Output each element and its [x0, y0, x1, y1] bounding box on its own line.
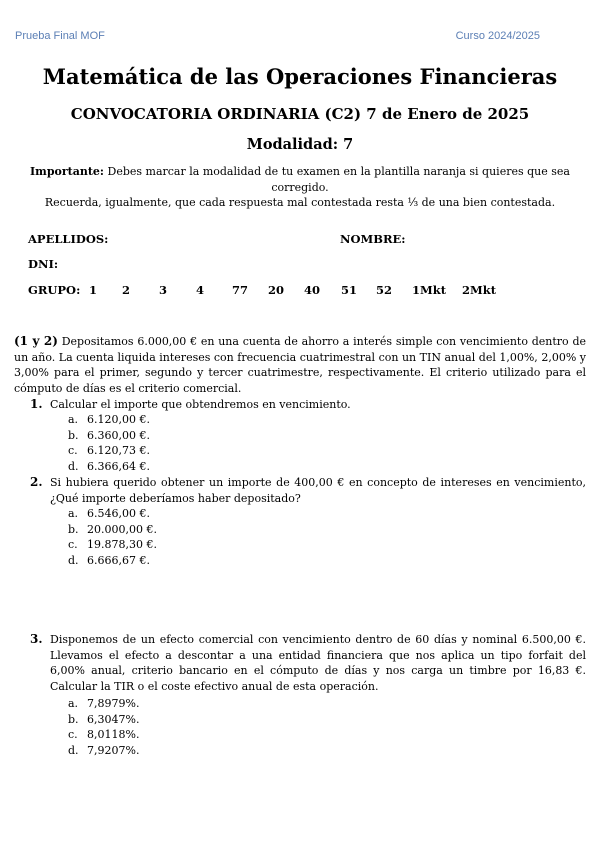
header-left: Prueba Final MOF — [15, 30, 105, 42]
grupo-option: 51 — [341, 283, 358, 297]
notice-label: Importante: — [30, 165, 104, 178]
option-b[interactable]: b. 20.000,00 €. — [68, 522, 157, 536]
page-title: Matemática de las Operaciones Financieras — [42, 64, 558, 89]
grupo-option: 4 — [196, 283, 205, 297]
question-number: 1. — [30, 397, 43, 411]
question-1 — [30, 397, 586, 413]
intro-text: Depositamos 6.000,00 € en una cuenta de ahorro a interés simple con vencimiento dentro de un año. La cuenta liquida intereses con frecuencia cuatrimestral con un TIN anual del 1,00%, 2,00% y 3,00% para el primer, segundo y tercer cuatrimestre, respectivamente. El criterio utilizado para el cómputo de días es el criterio comercial. — [14, 335, 586, 395]
notice — [14, 164, 586, 211]
question-text: Si hubiera querido obtener un importe de 400,00 € en concepto de intereses en vencimiento, ¿Qué importe deberíamos haber depositado? — [50, 476, 586, 505]
option-a[interactable]: a. 6.120,00 €. — [68, 413, 150, 426]
question-2-options — [68, 506, 157, 568]
question-number: 2. — [30, 475, 43, 489]
question-1-options — [68, 412, 150, 474]
option-a[interactable]: a. 7,8979%. — [68, 697, 140, 710]
question-2 — [30, 475, 586, 505]
grupo-option: 3 — [159, 283, 168, 297]
option-a[interactable]: a. 6.546,00 €. — [68, 507, 150, 520]
question-3-options — [68, 696, 139, 758]
option-d[interactable]: d. 6.366,64 €. — [68, 459, 150, 473]
grupo-option: 2 — [122, 283, 131, 297]
option-c[interactable]: c. 19.878,30 €. — [68, 538, 157, 552]
intro-statement — [14, 334, 586, 396]
grupo-option: 2Mkt — [462, 283, 497, 297]
option-c[interactable]: c. 6.120,73 €. — [68, 444, 150, 458]
grupo-option: 52 — [376, 283, 393, 297]
exam-subtitle: CONVOCATORIA ORDINARIA (C2) 7 de Enero de 2025 — [70, 105, 530, 123]
grupo-option: 20 — [268, 283, 285, 297]
option-d[interactable]: d. 6.666,67 €. — [68, 553, 150, 567]
intro-tag: (1 y 2) — [14, 334, 58, 348]
grupo-option: 1Mkt — [412, 283, 447, 297]
dni-label: DNI: — [28, 257, 59, 271]
header-right: Curso 2024/2025 — [455, 30, 540, 42]
apellidos-label: APELLIDOS: — [28, 232, 109, 246]
grupo-label: GRUPO: — [28, 283, 81, 297]
modalidad: Modalidad: 7 — [246, 136, 354, 153]
option-b[interactable]: b. 6,3047%. — [68, 712, 140, 726]
question-text: Calcular el importe que obtendremos en vencimiento. — [50, 398, 351, 411]
option-c[interactable]: c. 8,0118%. — [68, 728, 140, 742]
notice-line-1: Debes marcar la modalidad de tu examen en la plantilla naranja si quieres que sea corregido. — [107, 165, 570, 194]
option-d[interactable]: d. 7,9207%. — [68, 743, 140, 757]
question-number: 3. — [30, 632, 43, 646]
question-text: Disponemos de un efecto comercial con vencimiento dentro de 60 días y nominal 6.500,00 €. Llevamos el efecto a descontar a una entidad financiera que nos aplica un tipo forfait del 6,00% anual, criterio bancario en el cómputo de días y nos carga un timbre por 16,83 €. Calcular la TIR o el coste efectivo anual de esta operación. — [50, 633, 586, 693]
nombre-label: NOMBRE: — [340, 232, 406, 246]
grupo-option: 77 — [232, 283, 249, 297]
grupo-option: 40 — [304, 283, 321, 297]
option-b[interactable]: b. 6.360,00 €. — [68, 428, 150, 442]
grupo-option: 1 — [89, 283, 98, 297]
question-3 — [30, 632, 586, 693]
notice-line-2: Recuerda, igualmente, que cada respuesta mal contestada resta ⅓ de una bien contestada. — [44, 196, 556, 210]
